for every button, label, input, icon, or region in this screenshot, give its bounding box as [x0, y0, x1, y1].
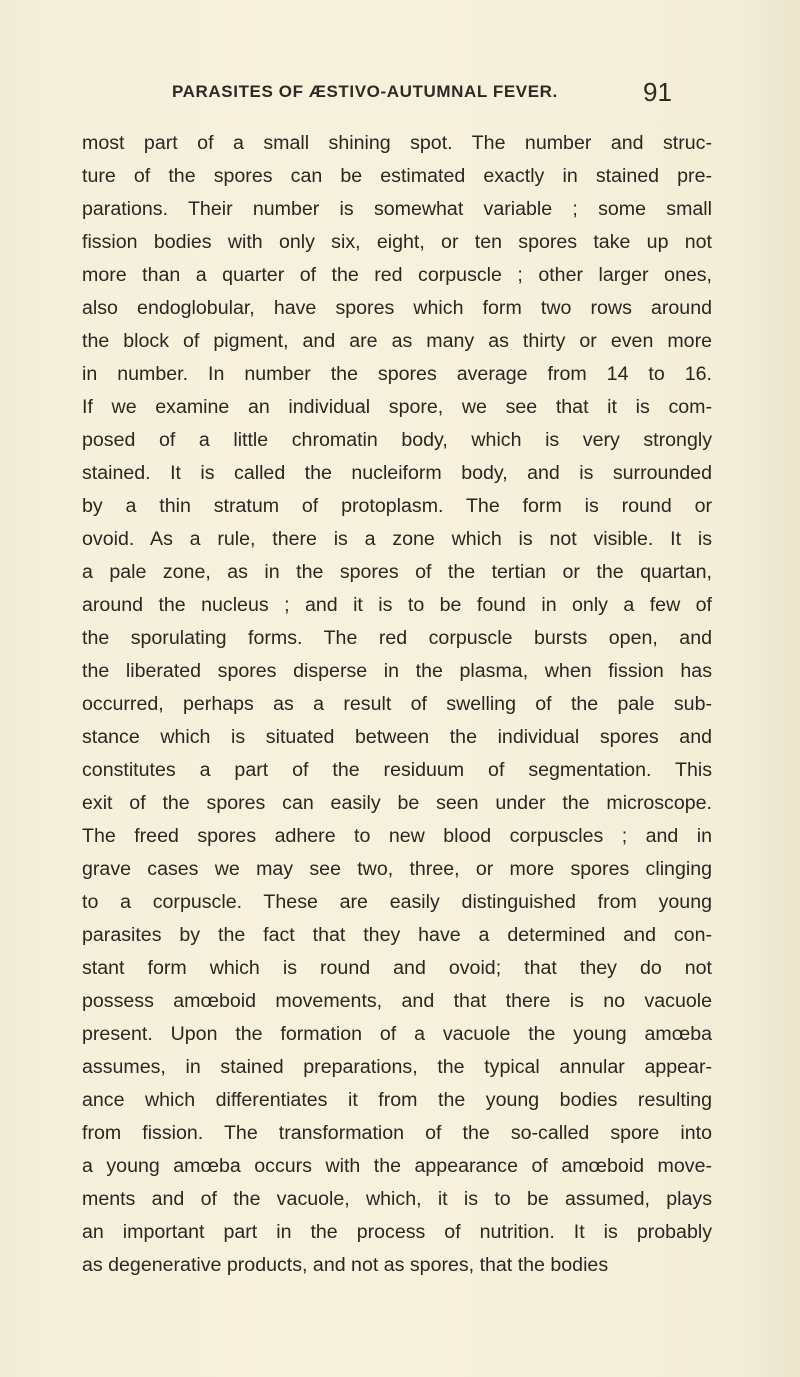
- text-line: more than a quarter of the red corpuscle ; other larger ones,: [82, 264, 712, 286]
- text-line: as degenerative products, and not as spores, that the bodies: [82, 1254, 609, 1276]
- text-line: also endoglobular, have spores which form two rows around: [82, 297, 712, 319]
- text-line: a young amœba occurs with the appearance of amœboid move-: [82, 1155, 712, 1177]
- text-line: ture of the spores can be estimated exactly in stained pre-: [82, 165, 712, 187]
- text-line: grave cases we may see two, three, or more spores clinging: [82, 858, 712, 880]
- text-line: to a corpuscle. These are easily distinguished from young: [82, 891, 712, 913]
- text-line: ovoid. As a rule, there is a zone which is not visible. It is: [82, 528, 712, 550]
- text-line: most part of a small shining spot. The number and struc-: [82, 132, 712, 154]
- page-number: 91: [643, 77, 672, 107]
- text-line: around the nucleus ; and it is to be found in only a few of: [82, 594, 712, 616]
- text-line: parations. Their number is somewhat variable ; some small: [82, 198, 712, 220]
- text-line: If we examine an individual spore, we see that it is com-: [82, 396, 712, 418]
- text-line: ance which differentiates it from the young bodies resulting: [82, 1089, 712, 1111]
- text-line: ments and of the vacuole, which, it is to be assumed, plays: [82, 1188, 712, 1210]
- text-line: present. Upon the formation of a vacuole the young amœba: [82, 1023, 712, 1045]
- page-header: [0, 77, 800, 110]
- text-line: exit of the spores can easily be seen under the microscope.: [82, 792, 712, 814]
- text-line: stance which is situated between the individual spores and: [82, 726, 712, 748]
- text-line: the liberated spores disperse in the plasma, when fission has: [82, 660, 712, 682]
- running-head: PARASITES OF ÆSTIVO-AUTUMNAL FEVER.: [172, 82, 558, 101]
- text-line: parasites by the fact that they have a determined and con-: [82, 924, 712, 946]
- text-line: The freed spores adhere to new blood corpuscles ; and in: [82, 825, 712, 847]
- text-line: a pale zone, as in the spores of the tertian or the quartan,: [82, 561, 712, 583]
- text-line: an important part in the process of nutrition. It is probably: [82, 1221, 712, 1243]
- body-text: [82, 127, 712, 1282]
- text-line: the sporulating forms. The red corpuscle bursts open, and: [82, 627, 712, 649]
- text-line: possess amœboid movements, and that there is no vacuole: [82, 990, 712, 1012]
- text-line: from fission. The transformation of the so-called spore into: [82, 1122, 712, 1144]
- text-line: assumes, in stained preparations, the typical annular appear-: [82, 1056, 712, 1078]
- text-line: fission bodies with only six, eight, or ten spores take up not: [82, 231, 712, 253]
- text-line: posed of a little chromatin body, which is very strongly: [82, 429, 712, 451]
- text-line: occurred, perhaps as a result of swelling of the pale sub-: [82, 693, 712, 715]
- text-line: in number. In number the spores average from 14 to 16.: [82, 363, 712, 385]
- text-line: the block of pigment, and are as many as thirty or even more: [82, 330, 712, 352]
- text-line: constitutes a part of the residuum of segmentation. This: [82, 759, 712, 781]
- text-line: by a thin stratum of protoplasm. The form is round or: [82, 495, 712, 517]
- text-line: stained. It is called the nucleiform body, and is surrounded: [82, 462, 712, 484]
- text-line: stant form which is round and ovoid; that they do not: [82, 957, 712, 979]
